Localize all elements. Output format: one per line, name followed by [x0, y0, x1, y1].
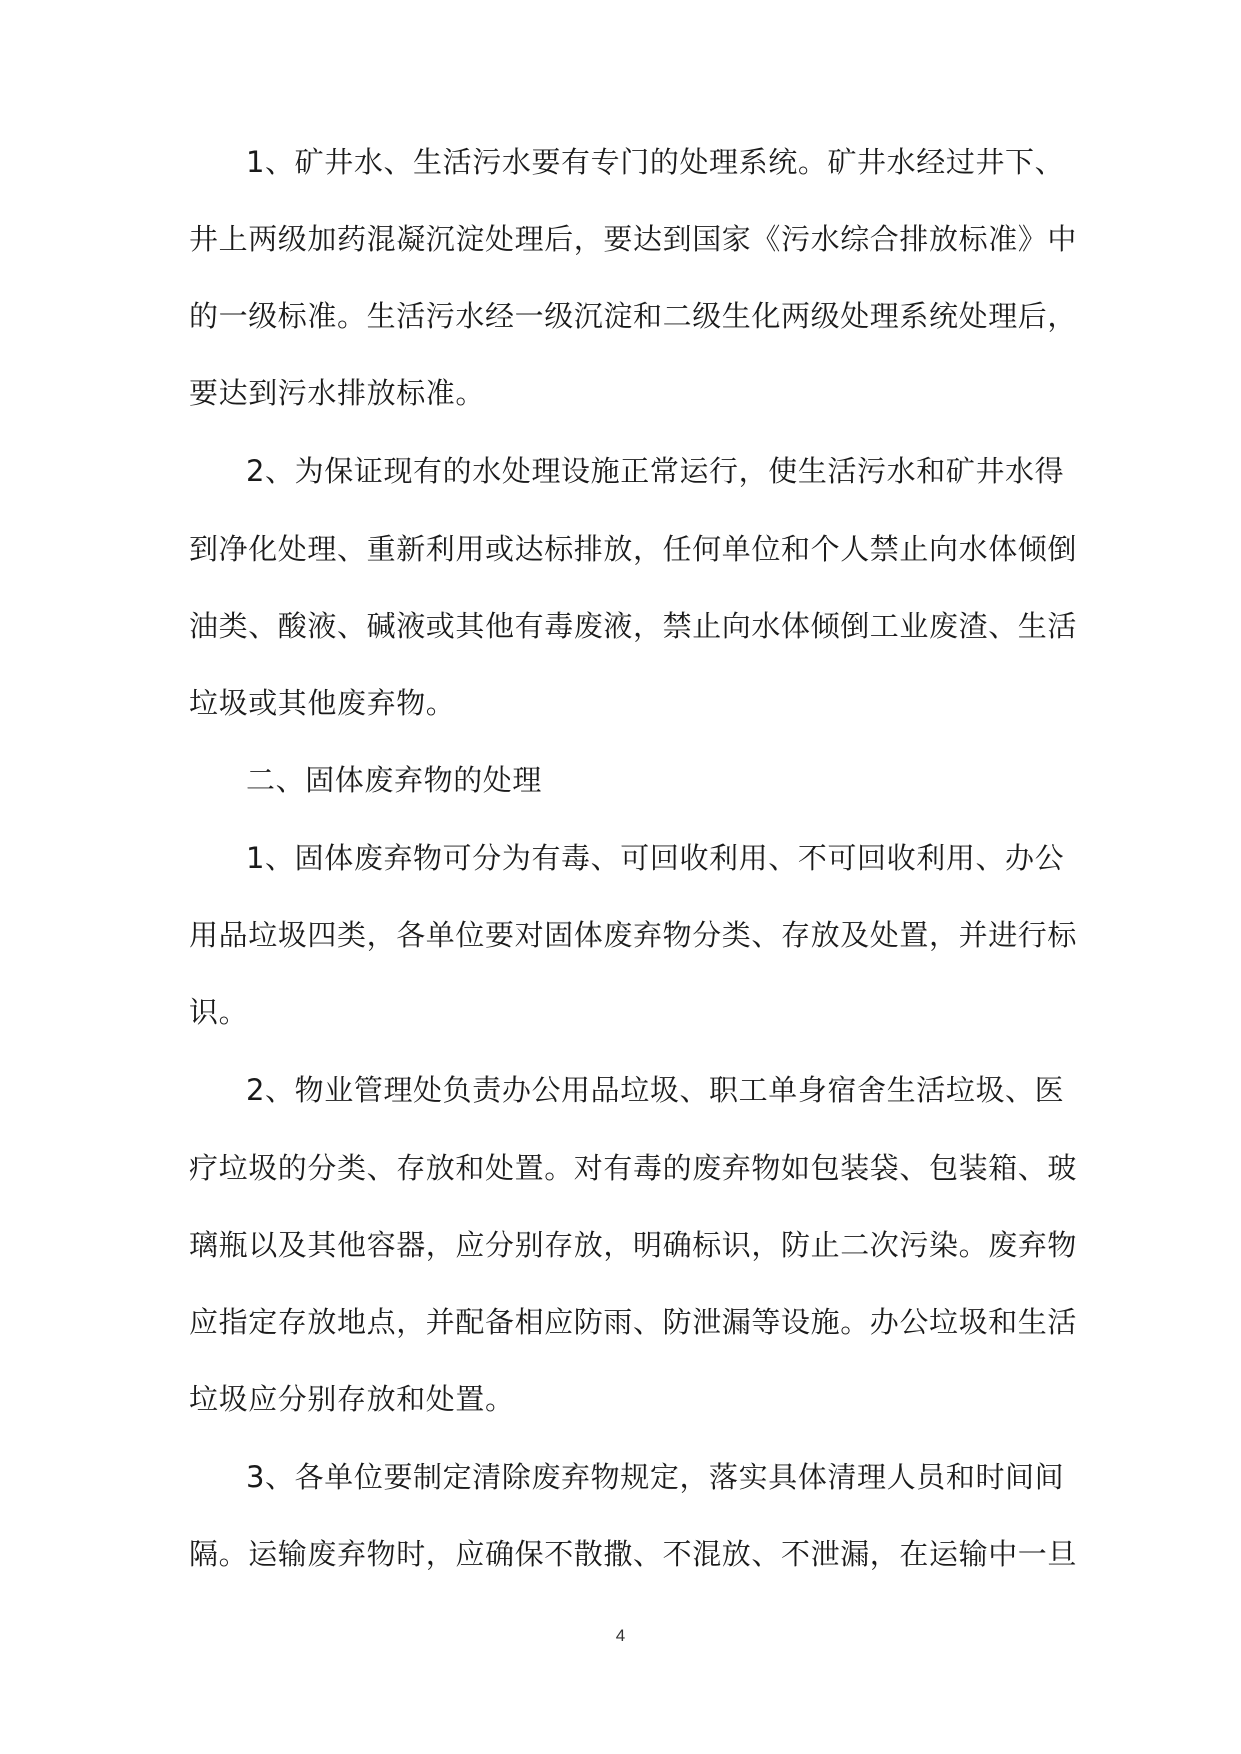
paragraph-line: 1、矿井水、生活污水要有专门的处理系统。矿井水经过井下、	[246, 145, 1065, 179]
paragraph-line: 的一级标准。生活污水经一级沉淀和二级生化两级处理系统处理后，	[189, 299, 1078, 333]
paragraph-line: 疗垃圾的分类、存放和处置。对有毒的废弃物如包装袋、包装箱、玻	[189, 1151, 1078, 1185]
paragraph-line: 垃圾应分别存放和处置。	[189, 1382, 515, 1416]
page-number: 4	[615, 1626, 626, 1645]
paragraph-line: 油类、酸液、碱液或其他有毒废液，禁止向水体倾倒工业废渣、生活	[189, 609, 1078, 643]
paragraph-line: 到净化处理、重新利用或达标排放，任何单位和个人禁止向水体倾倒	[189, 532, 1078, 566]
paragraph-line: 井上两级加药混凝沉淀处理后，要达到国家《污水综合排放标准》中	[189, 222, 1078, 256]
paragraph-line: 垃圾或其他废弃物。	[189, 686, 456, 720]
paragraph-line: 应指定存放地点，并配备相应防雨、防泄漏等设施。办公垃圾和生活	[189, 1305, 1078, 1339]
paragraph-line: 隔。运输废弃物时，应确保不散撒、不混放、不泄漏，在运输中一旦	[189, 1537, 1078, 1571]
paragraph-line: 2、物业管理处负责办公用品垃圾、职工单身宿舍生活垃圾、医	[246, 1073, 1065, 1107]
paragraph-line: 3、各单位要制定清除废弃物规定，落实具体清理人员和时间间	[246, 1460, 1065, 1494]
paragraph-line: 用品垃圾四类，各单位要对固体废弃物分类、存放及处置，并进行标	[189, 918, 1078, 952]
paragraph-line: 璃瓶以及其他容器，应分别存放，明确标识，防止二次污染。废弃物	[189, 1228, 1078, 1262]
section-heading: 二、固体废弃物的处理	[246, 763, 543, 797]
paragraph-line: 2、为保证现有的水处理设施正常运行，使生活污水和矿井水得	[246, 454, 1065, 488]
paragraph-line: 要达到污水排放标准。	[189, 376, 486, 410]
paragraph-line: 识。	[189, 995, 249, 1029]
paragraph-line: 1、固体废弃物可分为有毒、可回收利用、不可回收利用、办公	[246, 841, 1065, 875]
